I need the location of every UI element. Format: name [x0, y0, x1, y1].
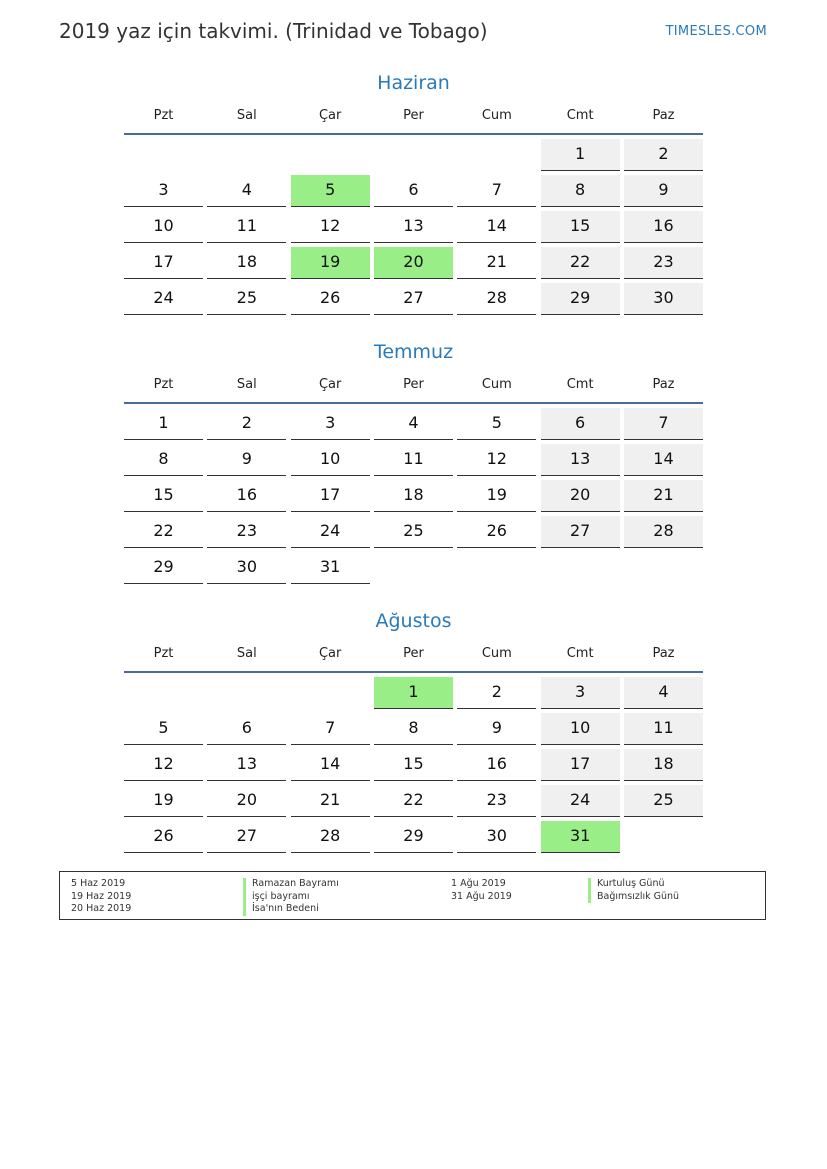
day-cell: 31	[291, 552, 370, 584]
legend-dates-2	[451, 878, 512, 903]
weekend-day-cell: 20	[541, 480, 620, 512]
legend-date: 1 Ağu 2019	[451, 878, 506, 889]
day-cell: 6	[374, 175, 453, 207]
weeks-grid	[124, 408, 703, 584]
weekday-label: Çar	[318, 108, 342, 123]
weekend-day-cell: 2	[624, 139, 703, 171]
day-cell: 3	[291, 408, 370, 440]
day-cell: 19	[457, 480, 536, 512]
holiday-day-cell: 1	[374, 677, 453, 709]
day-cell: 19	[124, 785, 203, 817]
day-cell: 5	[457, 408, 536, 440]
weekend-day-cell: 28	[624, 516, 703, 548]
empty-day-cell	[624, 552, 703, 584]
day-cell: 15	[124, 480, 203, 512]
day-cell: 7	[291, 713, 370, 745]
weekend-day-cell: 3	[541, 677, 620, 709]
legend-holiday-name: Kurtuluş Günü	[588, 878, 679, 891]
legend-names-2	[588, 878, 679, 903]
holiday-day-cell: 31	[541, 821, 620, 853]
weekend-day-cell: 16	[624, 211, 703, 243]
day-cell: 14	[291, 749, 370, 781]
month-title: Haziran	[377, 72, 450, 94]
month-title: Temmuz	[373, 341, 454, 363]
weekend-day-cell: 29	[541, 283, 620, 315]
weekend-day-cell: 10	[541, 713, 620, 745]
week-row	[124, 749, 703, 781]
weekend-day-cell: 11	[624, 713, 703, 745]
day-cell: 2	[207, 408, 286, 440]
day-cell: 14	[457, 211, 536, 243]
legend-holiday-name: Ramazan Bayramı	[243, 878, 339, 891]
week-row	[124, 552, 703, 584]
weekday-label: Paz	[652, 108, 675, 123]
weekday-label: Pzt	[153, 377, 174, 392]
week-row	[124, 677, 703, 709]
weekday-label: Cum	[481, 377, 512, 392]
day-cell: 12	[291, 211, 370, 243]
page-title: 2019 yaz için takvimi. (Trinidad ve Tobago)	[59, 19, 488, 43]
empty-day-cell	[374, 552, 453, 584]
weekday-label: Sal	[236, 646, 257, 661]
month-title: Ağustos	[375, 610, 452, 632]
empty-day-cell	[541, 552, 620, 584]
day-cell: 18	[207, 247, 286, 279]
empty-day-cell	[457, 139, 536, 171]
weekend-day-cell: 1	[541, 139, 620, 171]
week-row	[124, 516, 703, 548]
day-cell: 16	[457, 749, 536, 781]
day-cell: 5	[124, 713, 203, 745]
weekend-day-cell: 30	[624, 283, 703, 315]
legend-date: 5 Haz 2019	[71, 878, 126, 889]
legend-names-1	[243, 878, 339, 916]
day-cell: 13	[207, 749, 286, 781]
empty-day-cell	[124, 139, 203, 171]
day-cell: 30	[457, 821, 536, 853]
weeks-grid	[124, 139, 703, 315]
day-cell: 26	[457, 516, 536, 548]
day-cell: 11	[207, 211, 286, 243]
day-cell: 4	[207, 175, 286, 207]
day-cell: 24	[124, 283, 203, 315]
day-cell: 12	[124, 749, 203, 781]
day-cell: 16	[207, 480, 286, 512]
weekend-day-cell: 25	[624, 785, 703, 817]
empty-day-cell	[624, 821, 703, 853]
weekday-label: Cum	[481, 646, 512, 661]
weekend-day-cell: 13	[541, 444, 620, 476]
weekday-label: Per	[403, 108, 424, 123]
day-cell: 10	[291, 444, 370, 476]
weekday-header	[124, 643, 703, 673]
day-cell: 1	[124, 408, 203, 440]
month-block	[124, 338, 703, 588]
week-row	[124, 480, 703, 512]
week-row	[124, 139, 703, 171]
legend-holiday-name: Bağımsızlık Günü	[588, 891, 679, 904]
day-cell: 25	[207, 283, 286, 315]
empty-day-cell	[291, 139, 370, 171]
day-cell: 23	[457, 785, 536, 817]
day-cell: 3	[124, 175, 203, 207]
weekend-day-cell: 27	[541, 516, 620, 548]
weekend-day-cell: 15	[541, 211, 620, 243]
month-block	[124, 607, 703, 857]
day-cell: 28	[457, 283, 536, 315]
week-row	[124, 283, 703, 315]
month-block	[124, 69, 703, 319]
day-cell: 10	[124, 211, 203, 243]
weekend-day-cell: 17	[541, 749, 620, 781]
week-row	[124, 444, 703, 476]
day-cell: 27	[374, 283, 453, 315]
empty-day-cell	[374, 139, 453, 171]
day-cell: 9	[207, 444, 286, 476]
legend-dates-1	[71, 878, 131, 916]
day-cell: 12	[457, 444, 536, 476]
day-cell: 17	[124, 247, 203, 279]
weekend-day-cell: 21	[624, 480, 703, 512]
weekday-label: Paz	[652, 377, 675, 392]
legend-holiday-name: İsa'nın Bedeni	[243, 903, 339, 916]
legend-date: 31 Ağu 2019	[451, 890, 512, 902]
day-cell: 11	[374, 444, 453, 476]
day-cell: 22	[124, 516, 203, 548]
weekday-label: Per	[403, 377, 424, 392]
day-cell: 17	[291, 480, 370, 512]
weeks-grid	[124, 677, 703, 853]
day-cell: 22	[374, 785, 453, 817]
weekday-label: Paz	[652, 646, 675, 661]
weekday-header	[124, 374, 703, 404]
week-row	[124, 821, 703, 853]
holiday-legend	[59, 871, 766, 920]
day-cell: 21	[457, 247, 536, 279]
weekend-day-cell: 7	[624, 408, 703, 440]
day-cell: 26	[291, 283, 370, 315]
weekend-day-cell: 23	[624, 247, 703, 279]
day-cell: 24	[291, 516, 370, 548]
day-cell: 8	[374, 713, 453, 745]
day-cell: 2	[457, 677, 536, 709]
weekday-label: Sal	[236, 108, 257, 123]
weekday-label: Çar	[318, 377, 342, 392]
week-row	[124, 408, 703, 440]
day-cell: 6	[207, 713, 286, 745]
weekend-day-cell: 6	[541, 408, 620, 440]
holiday-day-cell: 20	[374, 247, 453, 279]
day-cell: 21	[291, 785, 370, 817]
empty-day-cell	[124, 677, 203, 709]
legend-holiday-name: işçi bayramı	[243, 891, 339, 904]
holiday-day-cell: 19	[291, 247, 370, 279]
day-cell: 15	[374, 749, 453, 781]
day-cell: 20	[207, 785, 286, 817]
weekend-day-cell: 14	[624, 444, 703, 476]
weekend-day-cell: 4	[624, 677, 703, 709]
day-cell: 29	[374, 821, 453, 853]
empty-day-cell	[207, 677, 286, 709]
weekday-label: Çar	[318, 646, 342, 661]
legend-date: 20 Haz 2019	[71, 903, 132, 914]
day-cell: 25	[374, 516, 453, 548]
day-cell: 7	[457, 175, 536, 207]
weekend-day-cell: 9	[624, 175, 703, 207]
empty-day-cell	[457, 552, 536, 584]
weekday-label: Cmt	[566, 108, 594, 123]
weekday-label: Cum	[481, 108, 512, 123]
legend-date: 19 Haz 2019	[71, 890, 132, 902]
day-cell: 8	[124, 444, 203, 476]
week-row	[124, 713, 703, 745]
weekday-label: Pzt	[153, 108, 174, 123]
week-row	[124, 247, 703, 279]
weekday-header	[124, 105, 703, 135]
week-row	[124, 785, 703, 817]
day-cell: 13	[374, 211, 453, 243]
day-cell: 28	[291, 821, 370, 853]
weekend-day-cell: 24	[541, 785, 620, 817]
day-cell: 26	[124, 821, 203, 853]
weekday-label: Cmt	[566, 646, 594, 661]
weekday-label: Cmt	[566, 377, 594, 392]
week-row	[124, 211, 703, 243]
day-cell: 4	[374, 408, 453, 440]
day-cell: 18	[374, 480, 453, 512]
empty-day-cell	[207, 139, 286, 171]
day-cell: 30	[207, 552, 286, 584]
holiday-day-cell: 5	[291, 175, 370, 207]
weekend-day-cell: 22	[541, 247, 620, 279]
brand-link[interactable]: TIMESLES.COM	[665, 24, 767, 39]
day-cell: 29	[124, 552, 203, 584]
weekday-label: Sal	[236, 377, 257, 392]
day-cell: 27	[207, 821, 286, 853]
week-row	[124, 175, 703, 207]
day-cell: 9	[457, 713, 536, 745]
empty-day-cell	[291, 677, 370, 709]
weekday-label: Per	[403, 646, 424, 661]
weekday-label: Pzt	[153, 646, 174, 661]
weekend-day-cell: 8	[541, 175, 620, 207]
weekend-day-cell: 18	[624, 749, 703, 781]
day-cell: 23	[207, 516, 286, 548]
